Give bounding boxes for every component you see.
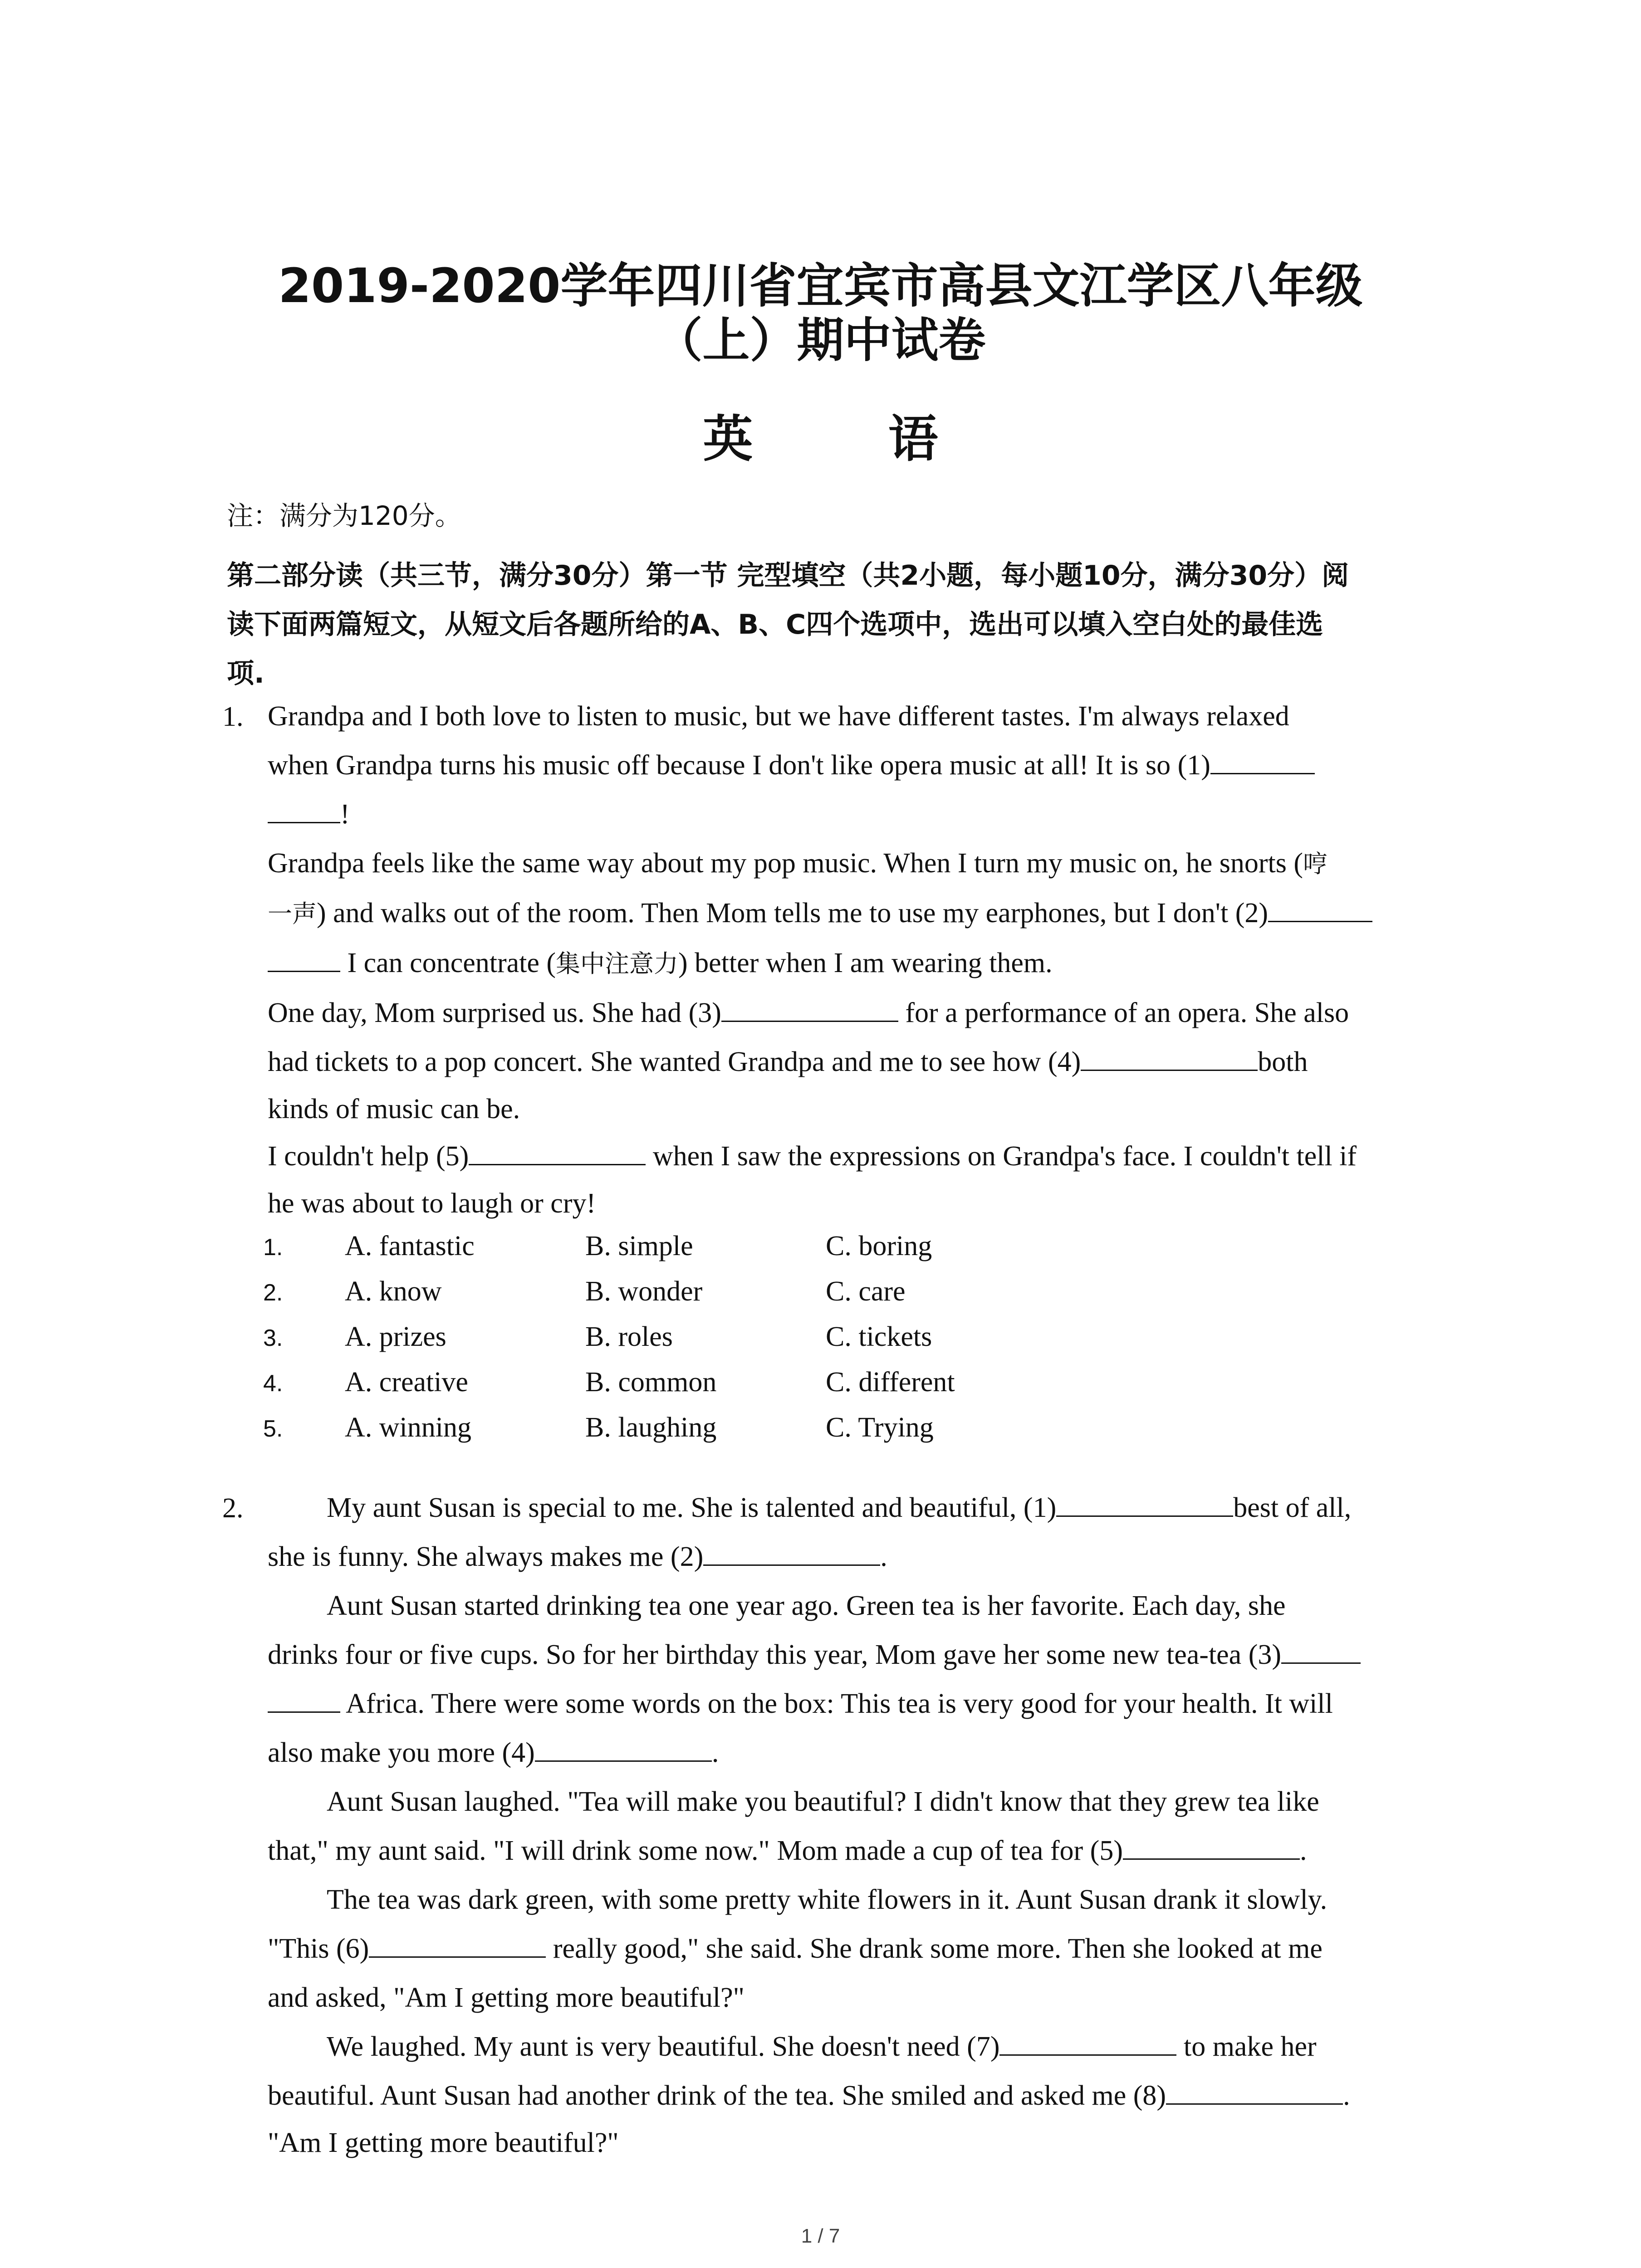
passage-line: [268, 1037, 1447, 1086]
passage-text: for a performance of an opera. She also: [898, 997, 1349, 1028]
passage-line: [268, 1132, 1447, 1181]
passage-line: [268, 1581, 1470, 1630]
passage-text: really good," she said. She drank some more. Then she looked at me: [546, 1933, 1323, 1964]
option-a[interactable]: A. prizes: [345, 1321, 446, 1352]
option-b[interactable]: B. wonder: [585, 1276, 703, 1307]
option-c[interactable]: C. different: [826, 1367, 955, 1398]
passage-text: Grandpa and I both love to listen to music, but we have different tastes. I'm always relaxed: [268, 701, 1289, 732]
passage-line: [268, 1973, 1470, 2022]
subject-heading: 英 语: [703, 410, 997, 468]
passage-text: .: [711, 1737, 719, 1768]
option-number: 1.: [263, 1234, 283, 1261]
instruction-line: 读下面两篇短文，从短文后各题所给的A、B、C四个选项中，选出可以填入空白处的最佳选: [227, 609, 1323, 640]
passage-text: Aunt Susan started drinking tea one year ago. Green tea is her favorite. Each day, she: [327, 1590, 1286, 1621]
answer-blank[interactable]: [369, 1931, 546, 1958]
passage-text: ) and walks out of the room. Then Mom tells me to use my earphones, but I don't (2): [317, 898, 1268, 929]
passage-text: had tickets to a pop concert. She wanted Grandpa and me to see how (4): [268, 1046, 1081, 1077]
passage-text: ) better when I am wearing them.: [678, 948, 1053, 978]
question-number: 1.: [222, 701, 244, 732]
passage-line: [268, 1826, 1470, 1875]
passage-text: also make you more (4): [268, 1737, 535, 1768]
option-b[interactable]: B. simple: [585, 1231, 693, 1261]
passage-text: she is funny. She always makes me (2): [268, 1541, 704, 1572]
option-number: 2.: [263, 1280, 283, 1306]
score-note: 注：满分为120分。: [227, 500, 461, 531]
passage-line: [268, 839, 1447, 889]
passage-text: when Grandpa turns his music off because I don't like opera music at all! It is so (1): [268, 750, 1210, 781]
exam-title-line2: （上）期中试卷: [655, 313, 986, 368]
passage-text: to make her: [1176, 2031, 1317, 2062]
option-c[interactable]: C. tickets: [826, 1321, 932, 1352]
option-number: 5.: [263, 1416, 283, 1442]
answer-blank[interactable]: [1123, 1833, 1300, 1860]
instruction-line: 第二部分读（共三节，满分30分）第一节 完型填空（共2小题，每小题10分，满分30分）阅: [227, 560, 1349, 591]
passage-text: both: [1258, 1046, 1308, 1077]
option-c[interactable]: C. Trying: [826, 1412, 934, 1443]
passage-line: [268, 2022, 1470, 2071]
passage-text: The tea was dark green, with some pretty white flowers in it. Aunt Susan drank it slowly.: [327, 1884, 1327, 1915]
passage-line: [268, 1532, 1470, 1581]
answer-blank[interactable]: [1210, 748, 1315, 774]
option-number: 3.: [263, 1325, 283, 1351]
option-a[interactable]: A. creative: [345, 1367, 468, 1398]
option-c[interactable]: C. boring: [826, 1231, 932, 1261]
answer-blank[interactable]: [1281, 1637, 1361, 1664]
page-number: 1 / 7: [801, 2225, 840, 2247]
instruction-line: 项.: [227, 658, 265, 689]
question-2-passage: [268, 1483, 1470, 2165]
passage-text: .: [1299, 1835, 1307, 1866]
passage-text: We laughed. My aunt is very beautiful. She doesn't need (7): [327, 2031, 1000, 2062]
answer-blank[interactable]: [1166, 2078, 1343, 2105]
section-instructions: [227, 551, 1452, 698]
passage-text: kinds of music can be.: [268, 1094, 520, 1124]
passage-line: [268, 1728, 1470, 1777]
passage-line: [268, 790, 1447, 839]
passage-text: .: [1343, 2080, 1350, 2111]
passage-text: 哼: [1303, 850, 1328, 878]
passage-text: best of all,: [1233, 1492, 1352, 1523]
passage-line: [268, 1777, 1470, 1826]
answer-blank[interactable]: [469, 1139, 646, 1165]
answer-blank[interactable]: [1268, 895, 1372, 922]
answer-blank[interactable]: [1056, 1490, 1233, 1517]
answer-blank[interactable]: [268, 945, 340, 972]
option-a[interactable]: A. know: [345, 1276, 442, 1307]
passage-text: "This (6): [268, 1933, 369, 1964]
passage-text: I couldn't help (5): [268, 1141, 469, 1172]
passage-text: beautiful. Aunt Susan had another drink of the tea. She smiled and asked me (8): [268, 2080, 1166, 2111]
passage-line: [268, 1875, 1470, 1924]
option-c[interactable]: C. care: [826, 1276, 906, 1307]
passage-text: drinks four or five cups. So for her birthday this year, Mom gave her some new tea-tea (3): [268, 1639, 1281, 1670]
passage-line: [268, 1924, 1470, 1973]
passage-text: that," my aunt said. "I will drink some now." Mom made a cup of tea for (5): [268, 1835, 1123, 1866]
option-a[interactable]: A. winning: [345, 1412, 471, 1443]
passage-line: [268, 938, 1447, 988]
exam-title-line1: 2019-2020学年四川省宜宾市高县文江学区八年级: [278, 258, 1363, 313]
passage-line: [268, 1483, 1470, 1532]
option-b[interactable]: B. laughing: [585, 1412, 717, 1443]
passage-text: Aunt Susan laughed. "Tea will make you beautiful? I didn't know that they grew tea like: [327, 1786, 1319, 1817]
option-b[interactable]: B. roles: [585, 1321, 673, 1352]
passage-line: [268, 2071, 1470, 2120]
answer-blank[interactable]: [268, 1686, 340, 1713]
passage-text: Africa. There were some words on the box: This tea is very good for your health. It will: [340, 1688, 1333, 1719]
question-1-passage: [268, 692, 1447, 1226]
answer-blank[interactable]: [999, 2029, 1176, 2056]
passage-text: I can concentrate (: [340, 948, 556, 978]
answer-blank[interactable]: [721, 995, 898, 1022]
passage-text: "Am I getting more beautiful?": [268, 2127, 619, 2158]
option-b[interactable]: B. common: [585, 1367, 717, 1398]
passage-line: [268, 741, 1447, 790]
answer-blank[interactable]: [1081, 1044, 1258, 1071]
passage-line: [268, 692, 1447, 741]
passage-text: Grandpa feels like the same way about my pop music. When I turn my music on, he snorts (: [268, 848, 1303, 879]
answer-blank[interactable]: [268, 797, 340, 823]
passage-line: [268, 988, 1447, 1037]
passage-text: One day, Mom surprised us. She had (3): [268, 997, 721, 1028]
passage-line: [268, 889, 1447, 938]
option-number: 4.: [263, 1370, 283, 1397]
passage-text: 一声: [268, 899, 317, 928]
passage-line: [268, 1181, 1447, 1226]
passage-text: My aunt Susan is special to me. She is talented and beautiful, (1): [327, 1492, 1057, 1523]
passage-text: !: [340, 799, 350, 830]
passage-text: 集中注意力: [556, 949, 679, 978]
option-a[interactable]: A. fantastic: [345, 1231, 475, 1261]
answer-blank[interactable]: [703, 1539, 880, 1566]
passage-text: .: [880, 1541, 887, 1572]
passage-line: [268, 1630, 1470, 1679]
passage-line: [268, 1679, 1470, 1728]
question-number: 2.: [222, 1493, 244, 1524]
answer-blank[interactable]: [535, 1735, 712, 1762]
passage-text: and asked, "Am I getting more beautiful?": [268, 1982, 745, 2013]
passage-text: when I saw the expressions on Grandpa's face. I couldn't tell if: [646, 1141, 1357, 1172]
passage-text: he was about to laugh or cry!: [268, 1188, 596, 1219]
passage-line: [268, 1086, 1447, 1132]
passage-line: [268, 2120, 1470, 2165]
